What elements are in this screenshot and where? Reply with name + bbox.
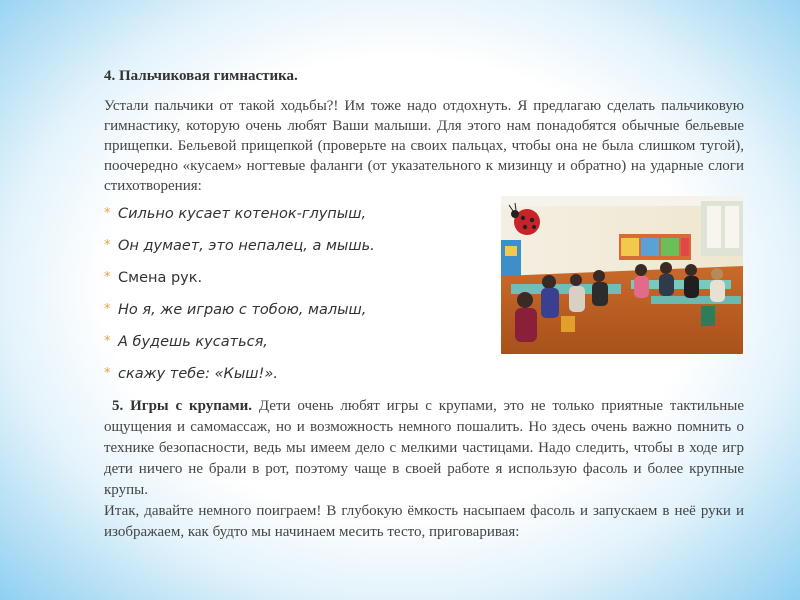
poem-line	[104, 233, 494, 265]
poem-line-text: скажу тебе: «Кыш!».	[118, 366, 278, 382]
bullet-marker-icon: *	[104, 238, 111, 253]
poem-line-text: Но я, же играю с тобою, малыш,	[118, 302, 367, 318]
poem-line	[104, 201, 494, 233]
poem-line	[104, 297, 494, 329]
poem-line	[104, 361, 494, 393]
section-5	[104, 396, 744, 543]
section-5-heading: 5. Игры с крупами.	[112, 398, 253, 414]
poem-line-text: Он думает, это непалец, а мышь.	[118, 238, 375, 254]
section-5-paragraph-1-text: Дети очень любят игры с крупами, это не только приятные тактильные ощущения и самомассаж, но и возможность немного пошалить. Но здесь очень важно помнить о технике безопасности, ведь мы имеем дело с мелкими частицами. Надо следить, чтобы в ходе игр дети ничего не брали в рот, поэтому чаще в своей работе я использую фасоль и более крупные крупы.	[104, 398, 744, 498]
poem-line	[104, 329, 494, 361]
section-4-title: 4. Пальчиковая гимнастика.	[104, 68, 298, 84]
section-5-paragraph-2: Итак, давайте немного поиграем! В глубокую ёмкость насыпаем фасоль и запускаем в неё руки и изображаем, как будто мы начинаем месить тесто, приговаривая:	[104, 503, 744, 540]
poem-line-text: Смена рук.	[118, 270, 203, 286]
classroom-photo	[501, 196, 743, 354]
poem-line	[104, 265, 494, 297]
bullet-marker-icon: *	[104, 270, 111, 285]
bullet-marker-icon: *	[104, 302, 111, 317]
bullet-marker-icon: *	[104, 206, 111, 221]
poem-list	[104, 201, 494, 393]
poem-line-text: Сильно кусает котенок-глупыш,	[118, 206, 367, 222]
section-4-intro: Устали пальчики от такой ходьбы?! Им тоже надо отдохнуть. Я предлагаю сделать пальчиковую гимнастику, которую очень любят Ваши малыши. Для этого нам понадобятся обычные бельевые прищепки. Бельевой прищепкой (проверьте на своих пальцах, чтобы она не была слишком тугой), поочередно «кусаем» ногтевые фаланги (от указательного к мизинцу и обратно) на ударные слоги стихотворения:	[104, 98, 744, 194]
bullet-marker-icon: *	[104, 366, 111, 381]
poem-line-text: А будешь кусаться,	[118, 334, 268, 350]
section-5-paragraph-1	[104, 396, 744, 501]
bullet-marker-icon: *	[104, 334, 111, 349]
